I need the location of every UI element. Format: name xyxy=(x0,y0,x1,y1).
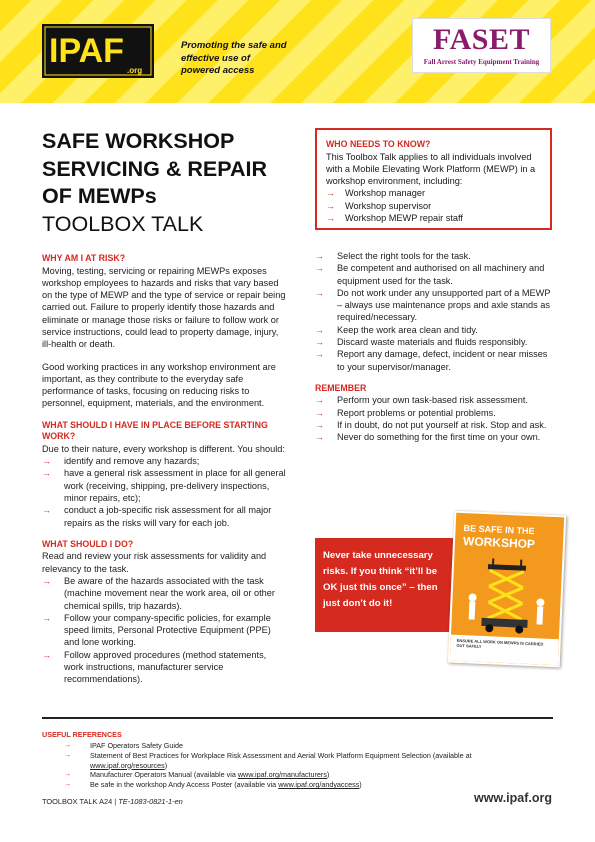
list-item: → Report problems or potential problems. xyxy=(315,407,496,418)
list-item: → Statement of Best Practices for Workplace Risk Assessment and Aerial Work Platform Equipment Selection (available at www.ipaf.org/resources) xyxy=(64,750,472,770)
list-item: → Perform your own task-based risk assessment. xyxy=(315,395,528,406)
link-andyaccess[interactable]: www.ipaf.org/andyaccess xyxy=(278,780,360,790)
list-item: → Follow approved procedures (method statements, work instructions, manufacturer service recommendations). xyxy=(42,649,267,685)
poster-title xyxy=(463,523,556,552)
list-item: → identify and remove any hazards; xyxy=(42,456,200,467)
poster-title-line: WORKSHOP xyxy=(462,534,536,552)
arrow-right-icon: → xyxy=(315,324,324,335)
remember-heading: REMEMBER xyxy=(315,382,367,393)
right-column xyxy=(315,250,552,444)
list-item: → Be competent and authorised on all machinery and equipment used for the task. xyxy=(315,263,545,286)
who-heading: WHO NEEDS TO KNOW? xyxy=(326,139,431,149)
header-banner xyxy=(0,0,595,103)
arrow-right-icon: → xyxy=(315,337,324,348)
arrow-right-icon: → xyxy=(315,349,324,360)
arrow-right-icon: → xyxy=(315,432,324,443)
warning-callout xyxy=(315,538,461,632)
todo-heading: WHAT SHOULD I DO? xyxy=(42,538,134,549)
arrow-right-icon: → xyxy=(315,287,324,298)
title-line: SAFE WORKSHOP xyxy=(42,129,235,153)
list-item: → IPAF Operators Safety Guide xyxy=(64,741,183,750)
arrow-right-icon: → xyxy=(42,575,51,586)
list-item: → Discard waste materials and fluids responsibly. xyxy=(315,337,528,348)
faset-logo-title: FASET xyxy=(433,23,530,56)
list-item: → Workshop manager xyxy=(326,188,426,199)
list-item: → If in doubt, do not put yourself at risk. Stop and ask. xyxy=(315,420,547,431)
list-item: → Workshop supervisor xyxy=(326,200,432,211)
arrow-right-icon: → xyxy=(315,395,324,406)
who-intro: This Toolbox Talk applies to all individuals involved with a Mobile Elevating Work Platform (MEWP) in a workshop environment, including: xyxy=(326,151,536,187)
who-list xyxy=(326,187,541,224)
title-line: OF MEWPs xyxy=(42,184,157,208)
left-column xyxy=(42,253,287,686)
list-item: → Never do something for the first time on your own. xyxy=(315,432,541,443)
tagline-line: powered access xyxy=(181,65,255,76)
divider xyxy=(42,717,553,719)
list-item: → Report any damage, defect, incident or near misses to your supervisor/manager. xyxy=(315,349,548,372)
arrow-right-icon: → xyxy=(326,212,335,223)
arrow-right-icon: → xyxy=(326,200,335,211)
arrow-right-icon: → xyxy=(42,649,51,660)
poster-footer-text: ENSURE ALL WORK ON MEWPS IS CARRIED OUT SAFELY xyxy=(456,637,544,649)
poster-title-line: BE SAFE IN THE xyxy=(463,523,535,537)
arrow-right-icon: → xyxy=(42,505,51,516)
inplace-intro: Due to their nature, every workshop is different. You should: xyxy=(42,443,285,454)
tagline-line: effective use of xyxy=(181,52,250,64)
tagline-line: Promoting the safe and xyxy=(181,40,287,51)
page-title xyxy=(42,128,302,238)
todo-intro: Read and review your risk assessments for validity and relevancy to the task. xyxy=(42,551,267,574)
tagline xyxy=(181,40,311,78)
list-item: → Manufacturer Operators Manual (available via www.ipaf.org/manufacturers) xyxy=(64,770,330,780)
faset-logo-subtitle: Fall Arrest Safety Equipment Training xyxy=(423,58,540,66)
title-line: SERVICING & REPAIR xyxy=(42,156,267,181)
arrow-right-icon: → xyxy=(315,251,324,261)
footer-website-link[interactable]: www.ipaf.org xyxy=(473,791,552,805)
list-item: → Workshop MEWP repair staff xyxy=(326,212,463,223)
risk-heading: WHY AM I AT RISK? xyxy=(42,253,126,263)
risk-paragraph: Good working practices in any workshop environment are important, as they contribute to the everyday safe performance of tasks, focusing on reducing risks to personnel, equipment, materials, and the environment. xyxy=(42,361,276,409)
list-item: → have a general risk assessment in place for all general work (receiving, shipping, pre-delivery inspections, minor repairs, etc); xyxy=(42,468,286,503)
document-code: TOOLBOX TALK A24 | TE-1083-0821-1-en xyxy=(42,797,183,806)
remember-list xyxy=(315,394,552,443)
inplace-heading: WHAT SHOULD I HAVE IN PLACE BEFORE STARTING WORK? xyxy=(42,419,268,442)
list-item: → Keep the work area clean and tidy. xyxy=(315,324,478,335)
risk-paragraph: Moving, testing, servicing or repairing MEWPs exposes workshop employees to hazards and risks that vary based on the type of MEWP and the type of service or repair being carried out. Failure to properly identify those hazards and eliminate or manage those risks or failure to follow work or service instructions, could lead to property damage, injury, ill-health or death. xyxy=(42,265,286,350)
list-item: → Be aware of the hazards associated with the task (machine movement near the work area, oil or other chemical spills, trip hazards). xyxy=(42,575,275,611)
list-item: → Select the right tools for the task. xyxy=(315,251,471,261)
arrow-right-icon: → xyxy=(64,751,71,759)
arrow-right-icon: → xyxy=(64,781,71,789)
scissor-lift-illustration xyxy=(463,557,550,637)
arrow-right-icon: → xyxy=(326,188,335,199)
references-heading: USEFUL REFERENCES xyxy=(42,730,122,739)
arrow-right-icon: → xyxy=(42,612,51,623)
references-list xyxy=(42,741,552,790)
todo-list xyxy=(42,575,287,686)
arrow-right-icon: → xyxy=(64,771,71,779)
list-item: → Do not work under any unsupported part of a MEWP – always use maintenance props and axle stands as required/necessary. xyxy=(315,287,551,323)
arrow-right-icon: → xyxy=(64,742,71,749)
list-item: → Follow your company-specific policies, for example speed limits, Personal Protective Equipment (PPE) and lone working. xyxy=(42,612,271,648)
poster-footer xyxy=(450,635,559,666)
ipaf-logo[interactable] xyxy=(42,24,154,78)
document-id: TE-1083-0821-1-en xyxy=(118,797,183,806)
arrow-right-icon: → xyxy=(315,263,324,274)
arrow-right-icon: → xyxy=(315,420,324,431)
faset-logo[interactable] xyxy=(412,18,551,73)
ipaf-logo-sub: .org xyxy=(127,66,143,75)
poster-thumbnail[interactable] xyxy=(448,511,567,668)
inplace-list xyxy=(42,455,287,529)
ipaf-logo-text: IPAF xyxy=(49,32,124,70)
practice-list xyxy=(315,250,552,373)
useful-references xyxy=(42,730,552,790)
link-resources[interactable]: www.ipaf.org/resources xyxy=(90,760,165,770)
arrow-right-icon: → xyxy=(42,468,51,479)
arrow-right-icon: → xyxy=(315,407,324,418)
list-item: → conduct a job-specific risk assessment for all major repairs as the risks will vary for each job. xyxy=(42,505,272,528)
warning-callout-text: Never take unnecessary risks. If you think “it’ll be OK just this once” – then just don’t do it! xyxy=(323,550,438,609)
link-manufacturers[interactable]: www.ipaf.org/manufacturers xyxy=(237,770,327,780)
arrow-right-icon: → xyxy=(42,456,51,467)
who-needs-to-know-box xyxy=(315,128,552,230)
list-item: → Be safe in the workshop Andy Access Poster (available via www.ipaf.org/andyaccess) xyxy=(64,780,362,790)
subtitle: TOOLBOX TALK xyxy=(42,211,204,236)
